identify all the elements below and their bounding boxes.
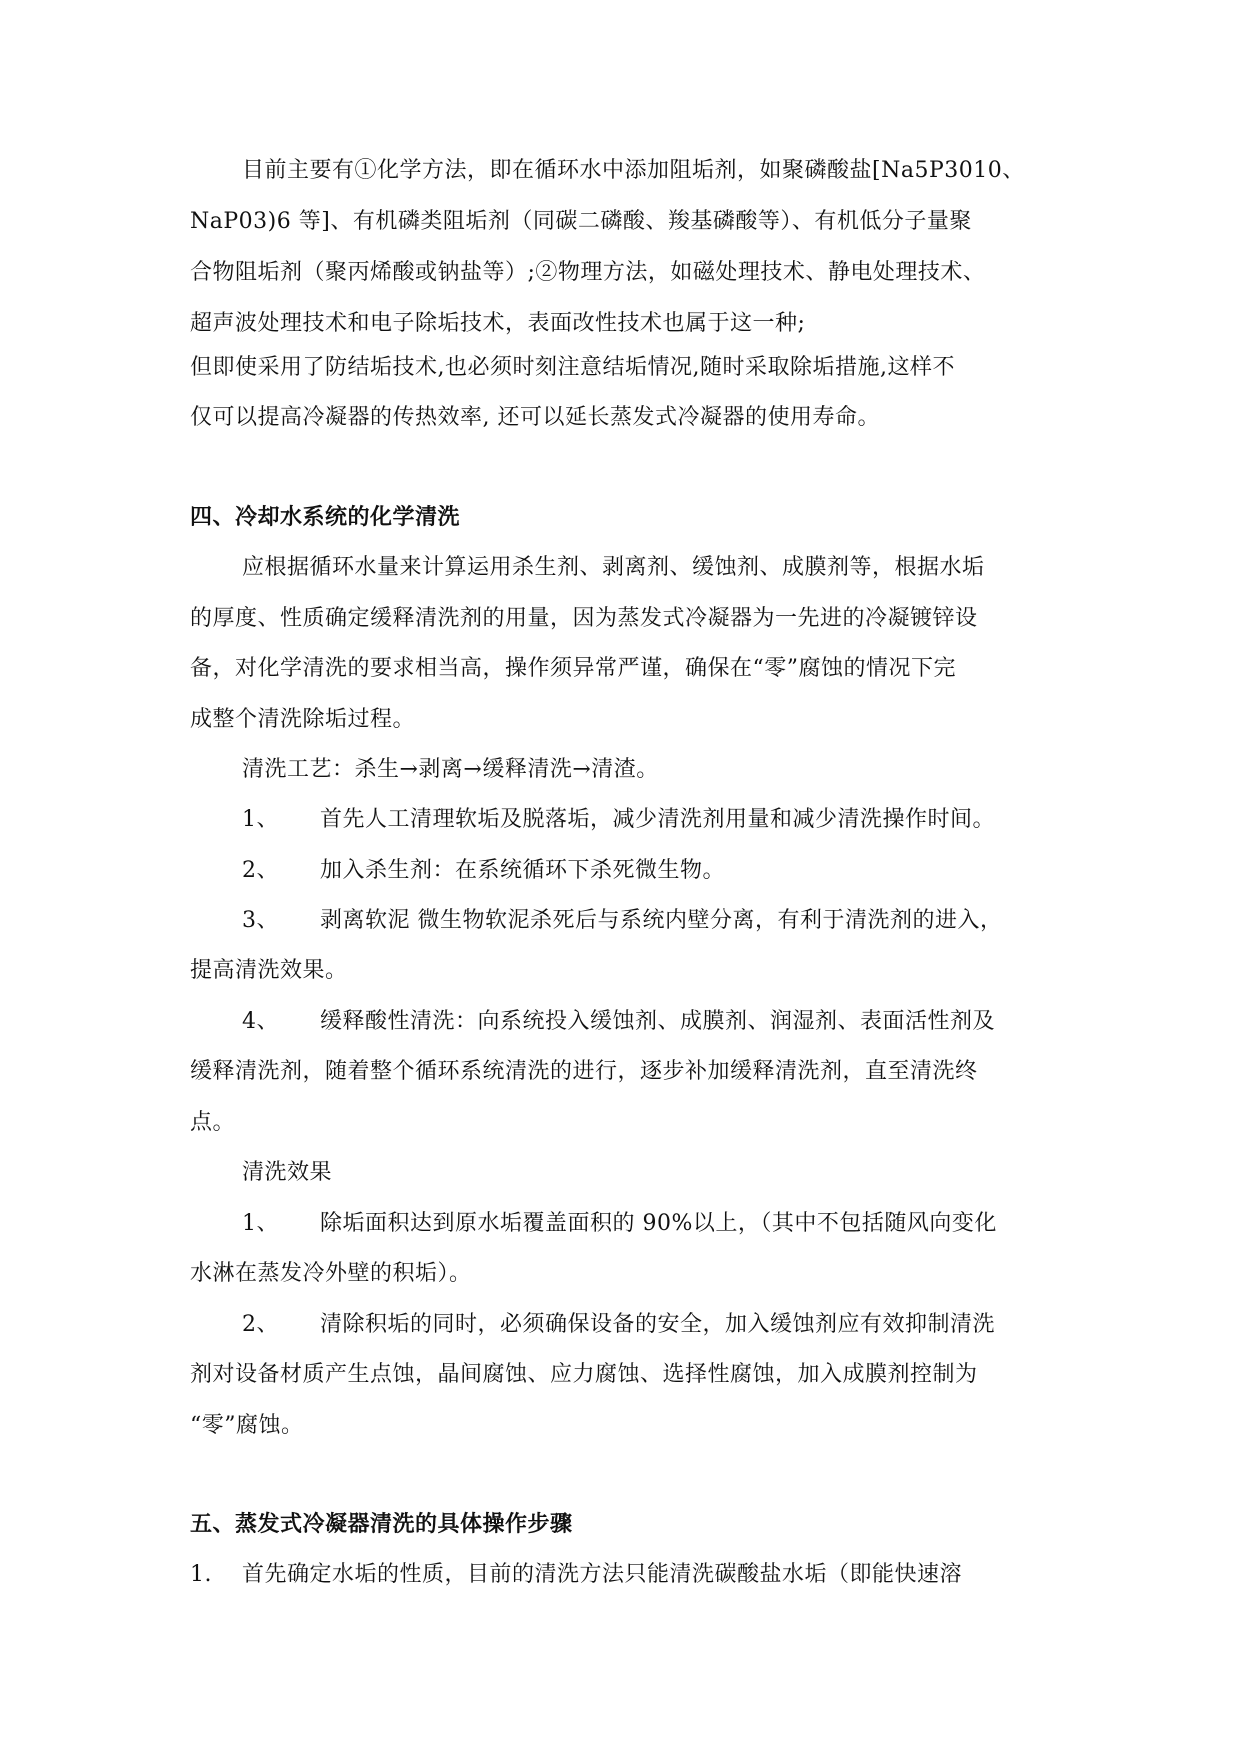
text-line: 目前主要有①化学方法，即在循环水中添加阻垢剂，如聚磷酸盐[Na5P3010、 [242,158,1025,183]
list-number: 4、 [242,1009,279,1034]
list-item [242,856,1072,886]
text-line: 合物阻垢剂（聚丙烯酸或钠盐等）;②物理方法，如磁处理技术、静电处理技术、 [190,260,986,285]
list-text: 缓释酸性清洗：向系统投入缓蚀剂、成膜剂、润湿剂、表面活性剂及 [320,1009,996,1034]
list-text: 清除积垢的同时，必须确保设备的安全，加入缓蚀剂应有效抑制清洗 [320,1312,996,1337]
process-line: 清洗工艺：杀生→剥离→缓释清洗→清渣。 [242,757,659,782]
section-heading: 五、蒸发式冷凝器清洗的具体操作步骤 [190,1511,573,1537]
list-number: 1. [190,1562,212,1587]
text-line: 剂对设备材质产生点蚀，晶间腐蚀、应力腐蚀、选择性腐蚀，加入成膜剂控制为 [190,1362,978,1387]
text-line: 仅可以提高冷凝器的传热效率, 还可以延长蒸发式冷凝器的使用寿命。 [190,405,880,430]
list-text: 首先确定水垢的性质，目前的清洗方法只能清洗碳酸盐水垢（即能快速溶 [242,1562,963,1587]
list-item [242,1007,1072,1037]
list-item [242,1209,1072,1239]
text-line: NaP03)6 等]、有机磷类阻垢剂（同碳二磷酸、羧基磷酸等）、有机低分子量聚 [190,209,972,234]
text-line: 提高清洗效果。 [190,958,348,983]
text-line: 的厚度、性质确定缓释清洗剂的用量，因为蒸发式冷凝器为一先进的冷凝镀锌设 [190,606,978,631]
list-item [242,906,1072,936]
list-number: 2、 [242,858,279,883]
text-line: 点。 [190,1110,236,1135]
text-line: 应根据循环水量来计算运用杀生剂、剥离剂、缓蚀剂、成膜剂等，根据水垢 [242,555,985,580]
list-text: 除垢面积达到原水垢覆盖面积的 90%以上，（其中不包括随风向变化 [320,1211,997,1236]
list-item [242,805,1072,835]
list-item [190,1560,1070,1590]
list-number: 2、 [242,1312,279,1337]
list-text: 剥离软泥 微生物软泥杀死后与系统内壁分离，有利于清洗剂的进入， [320,908,1003,933]
text-line: 但即使采用了防结垢技术,也必须时刻注意结垢情况,随时采取除垢措施,这样不 [190,355,955,380]
list-text: 加入杀生剂：在系统循环下杀死微生物。 [320,858,726,883]
subheading: 清洗效果 [242,1160,333,1185]
text-line: 水淋在蒸发冷外壁的积垢）。 [190,1261,472,1286]
text-line: “零”腐蚀。 [190,1413,304,1438]
text-line: 成整个清洗除垢过程。 [190,707,416,732]
section-heading: 四、冷却水系统的化学清洗 [190,504,461,530]
list-text: 首先人工清理软垢及脱落垢，减少清洗剂用量和减少清洗操作时间。 [320,807,996,832]
list-item [242,1310,1072,1340]
text-line: 超声波处理技术和电子除垢技术，表面改性技术也属于这一种; [190,311,806,336]
text-line: 备，对化学清洗的要求相当高，操作须异常严谨，确保在“零”腐蚀的情况下完 [190,656,956,681]
list-number: 3、 [242,908,279,933]
list-number: 1、 [242,807,279,832]
text-line: 缓释清洗剂，随着整个循环系统清洗的进行，逐步补加缓释清洗剂，直至清洗终 [190,1059,978,1084]
list-number: 1、 [242,1211,279,1236]
